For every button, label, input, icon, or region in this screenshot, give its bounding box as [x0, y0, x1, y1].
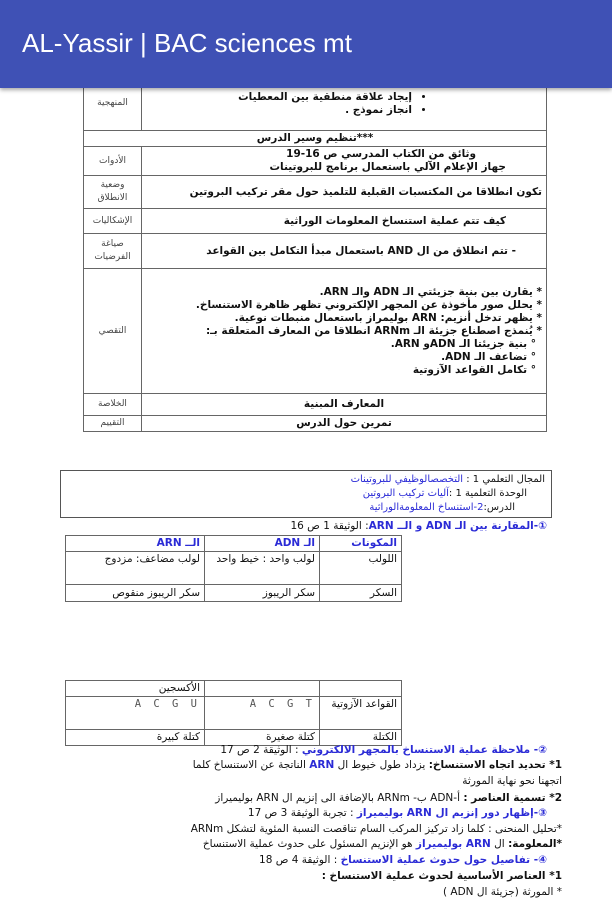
note-line: *المعلومة: ال ARN بوليميراز هو الإنزيم المسئول على حدوث عملية الاستنساخ	[202, 838, 562, 850]
note-line: اتجهنا نحو نهاية المورثة	[462, 775, 562, 787]
adn-arn-comparison-table-continued: الأكسجين القواعد الآزوتية A C G T A C G U الكتلة كتلة صغيرة كتلة كبيرة	[65, 680, 402, 746]
section-2-heading: ②- ملاحظة عملية الاستنساخ بالمجهر الالكتروني : الوثيقة 2 ص 17	[220, 744, 547, 756]
note-line: 1* العناصر الأساسية لحدوث عملية الاستنساخ :	[321, 870, 562, 882]
note-line: 2* تسمية العناصر : أ-ADN ب- ARNm بالإضافة الى إنزيم ال ARN بوليميراز	[215, 792, 562, 804]
note-line: 1* تحديد اتجاه الاستنساخ: يزداد طول خيوط ال ARN الناتجة عن الاستنساخ كلما	[192, 759, 562, 771]
app-bar	[0, 0, 612, 88]
note-line: *تحليل المنحنى : كلما زاد تركيز المركب السام تناقصت النسبة المئوية لتشكل ARNm	[190, 823, 562, 835]
section-4-heading: ④- تفاصيل حول حدوث عملية الاستنساخ : الوثيقة 4 ص 18	[259, 854, 547, 866]
app-title: AL-Yassir | BAC sciences mt	[22, 28, 352, 58]
section-3-heading: ③-إظهار دور إنزيم ال ARN بوليميراز : تجربة الوثيقة 3 ص 17	[247, 807, 547, 819]
lesson-plan-table: • إيجاد علاقة منطقية بين المعطيات • انجاز نموذج . المنهجية ***تنظيم وسير الدرس وثائق من الكتاب المدرسي ص 16-19 جهاز الإعلام الآلي باستعمال برنامج للبروتينات الأدوات تكون انطلاقا من المكتسبات القبلية للتلميذ حول مقر تركيب البروتين وضعية الانطلاق كيف تتم عملية استنساخ المعلومات الوراثية الإشكاليات - تتم انطلاق من ال AND باستعمال مبدأ التكامل بين القواعد صياغة الفرضيات * يقارن بين بنية جزيئتي الـ ADN والـ ARN. * يحلل صور مأخوذة عن المجهر الإلكتروني تظهر ظاهرة الاستنساخ. * يظهر تدخل أنزيم: ARN بوليمراز باستعمال منبطات نوعية. * يُنمذج اصطناع جزيئة الـ ARNm انطلاقا من المعارف المتعلقة بـ: ° بنية جزيئتا الـ ADNو ARN. ° تضاعف الـ ADN. ° تكامل القواعد الآزوتية التقصي المعارف المبنية الخلاصة تمرين حول الدرس التقييم	[83, 76, 547, 432]
note-line: * المورثة (جزيئة ال ADN )	[442, 886, 562, 898]
document-view[interactable]	[0, 88, 612, 900]
lesson-info-box: المجال التعلمي 1 : التخصصالوظيفي للبروتينات الوحدة التعلمية 1 :آليات تركيب البروتين الدرس:2-استنساخ المعلومةالوراثية	[60, 470, 552, 518]
adn-arn-comparison-table: المكونات الـ ADN الــ ARN اللولب لولب واحد : خيط واحد لولب مضاعف: مزدوج السكر سكر الريبوز سكر الريبوز منقوص	[65, 535, 402, 602]
section-1-heading: ①-المقارنة بين الـ ADN و الــ ARN: الوثيقة 1 ص 16	[290, 520, 547, 532]
